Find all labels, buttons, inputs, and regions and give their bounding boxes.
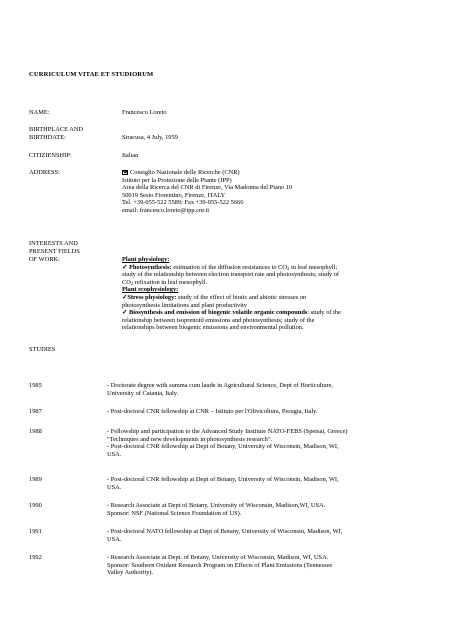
study-year: 1988 [29,428,42,435]
address-line: Area della Ricerca del CNR di Firenze, Via Madonna del Piano 10 [122,184,293,192]
study-year: 1987 [29,408,42,415]
study-year: 1989 [29,476,42,483]
study-entry: - Fellowship and participation to the Advanced Study Institute NATO-FEBS (Spetsai, Greece) "Techniques and new developments in photosynthesis research". - Post-doctoral CNR fellowship at Dept of Botany, University of Wisconsin, Madison, WI, USA. [107,428,348,458]
address-block [122,169,422,215]
study-year: 1992 [29,554,42,561]
study-year: 1990 [29,502,42,509]
address-line: 50019 Sesto Fiorentino, Firenze, ITALY [122,191,226,199]
envelope-icon [122,170,128,175]
study-entry: - Post-doctoral CNR fellowship at CNR – Istituto per l'Olivicoltura, Perugia, Italy. [107,408,318,415]
study-entry: - Research Associate at Dept. of Botany, University of Wisconsin, Madison, WI, USA. Sponsor: Southern Oxidant Research Program on Effects of Plant Emissions (Tennessee Valley Authority). [107,554,333,577]
studies-heading: STUDIES [29,346,56,353]
study-entry: - Post-doctoral CNR fellowship at Dept of Botany, University of Wisconsin, Madison, WI, USA. [107,476,339,491]
citizenship-label: CITIZIENSHIP: [29,152,72,159]
work-label: OF WORK: [29,256,60,263]
address-label: ADDRESS: [29,169,60,176]
birthdate-label: BIRTHDATE: [29,134,66,141]
checkmark-icon: ✓ [122,293,128,301]
document-title: CURRICULUM VITAE ET STUDIORUM [29,71,154,78]
study-year: 1991 [29,528,42,535]
study-entry: - Post-doctoral NATO fellowship at Dept of Botany, University of Wisconsin, Madison, WI, USA. [107,528,343,543]
checkmark-icon: ✓ [122,263,128,271]
birth-value: Siracusa, 4 July, 1959 [122,134,178,141]
plant-physiology-heading: Plant physiology: [122,256,170,263]
citizenship-value: Italian [122,152,139,159]
study-entry: - Doctorate degree with summa cum laude in Agricultural Science, Dept of Horticulture, University of Catania, Italy. [107,382,334,397]
birthplace-label: BIRTHPLACE AND [29,126,84,133]
interests-label: INTERESTS AND [29,240,78,247]
name-label: NAME: [29,109,50,116]
study-entry: - Research Associate at Dept of Botany, University of Wisconsin, Madison,WI, USA. Sponsor: NSF (National Science Foundation of US). [107,502,326,517]
email-text: email: francesco.loreto@ipp.cnr.it [122,206,210,214]
name-value: Francesco Loreto [122,109,167,116]
address-line: Tel. +39-055-522 5589; Fax +39-055-522 5666 [122,199,244,207]
study-year: 1985 [29,382,42,389]
address-line: Istituto per la Protezione delle Piante (IPP) [122,176,232,184]
interests-block: Plant physiology: ✓ Photosynthesis: estimation of the diffusion resistances to $CO_2$ in leaf mesophyll; study of the relationship between electron transport rate and photosynthesis; study of $CO_2$ refixation in leaf mesophyll. Plant ecophysiology: ✓Stress physiology: study of the effect of biotic and abiotic stresses on photosynthesis limitations and plant productivity ✓ Biosynthesis and emission of biogenic volatile organic compounds: study of the relationship between isoprenoid emissions and photosynthesis; study of the relationships between biogenic emissions and environmental pollution. [122,256,341,332]
fields-label: PRESENT FIELDS [29,248,80,255]
address-line: Consiglio Nazionale delle Ricerche (CNR) [122,169,422,177]
plant-ecophysiology-heading: Plant ecophysiology: [122,286,179,294]
checkmark-icon: ✓ [122,309,128,317]
